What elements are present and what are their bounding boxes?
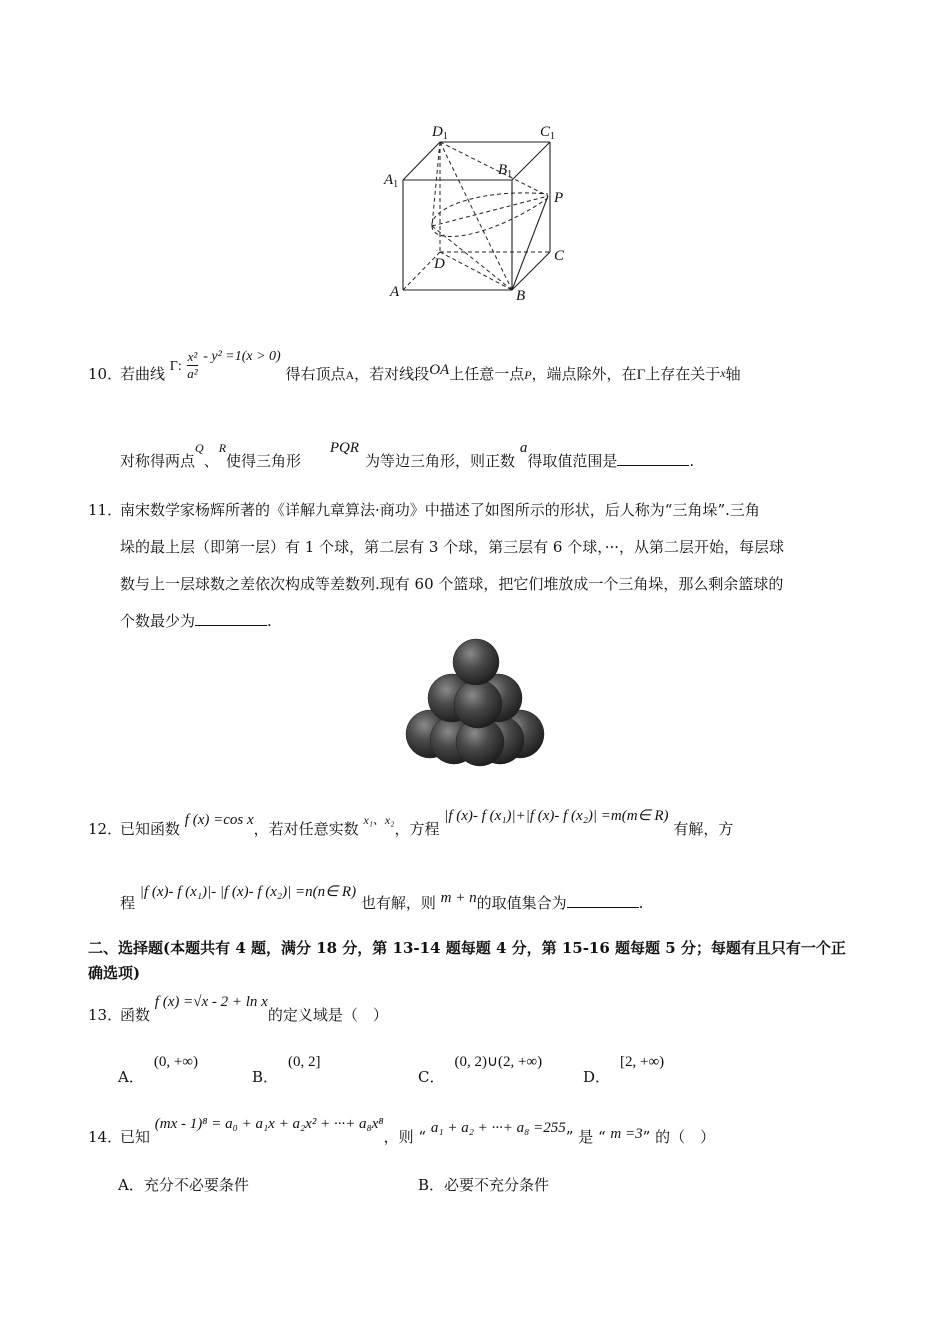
label-D: D (434, 256, 445, 272)
q14-number: 14． (88, 1128, 123, 1146)
q10-line2: 对称得两点$_Q$、$_R$使得三角形 PQR为等边三角形，则正数 a得取值范围是 . (120, 440, 695, 470)
q13-option-b[interactable]: B．(0, 2] (252, 1054, 321, 1086)
q13-stem: 函数 f (x) =√x - 2 + ln x的定义域是（ ） (120, 994, 388, 1024)
q14-expansion: (mx - 1)⁸ = a₀ + a₁x + a₂x² + ···+ a₈x⁸ (154, 1116, 384, 1132)
q13-option-c[interactable]: C．(0, 2)∪(2, +∞) (418, 1054, 543, 1086)
label-B: B (516, 288, 526, 304)
q11-line4: 个数最少为 . (120, 612, 272, 630)
q12-fx: f (x) =cos x (184, 812, 254, 828)
q12-number: 12． (88, 820, 123, 838)
q13-number: 13． (88, 1006, 123, 1024)
q11-line3: 数与上一层球数之差依次构成等差数列.现有 60 个篮球，把它们堆放成一个三角垛，那么剩余篮球的 (120, 575, 784, 593)
label-A1: $A_1$ (384, 172, 399, 190)
q12-equation2: |f (x)- f (x₁)|- |f (x)- f (x₂)| =n(n∈ R) (139, 884, 357, 900)
q12-line2: 程 |f (x)- f (x₁)|- |f (x)- f (x₂)| =n(n∈ R) 也有解，则 m + n的取值集合为 . (120, 884, 644, 912)
q13-option-a[interactable]: A．(0, +∞) (118, 1054, 198, 1086)
q12-answer-blank[interactable] (567, 893, 639, 908)
label-C: C (554, 248, 565, 264)
label-B1: $B_1$ (498, 162, 513, 180)
cube-figure (370, 118, 580, 308)
q11-answer-blank[interactable] (195, 611, 267, 626)
q12-equation1: |f (x)- f (x₁)|+|f (x)- f (x₂)| =m(m∈ R) (444, 808, 669, 824)
q10-line1: 若曲线 Γ: $\frac{\text{x²}}{\text{a²}}$ - y² =1(x > 0) 得右顶点$_A$，若对线段OA上任意一点$_P$，端点除外，在Γ上存在关于$_x$轴 (120, 349, 741, 383)
q12-line1: 已知函数 f (x) =cos x，若对任意实数 $_{x_1、x_2}$，方程 |f (x)- f (x₁)|+|f (x)- f (x₂)| =m(m∈ R) 有解，方 (120, 808, 734, 838)
ball-pyramid-figure (400, 636, 550, 771)
q10-curve-equation: Γ: $\frac{\text{x²}}{\text{a²}}$ - y² =1(x > 0) (169, 349, 281, 381)
q10-number: 10． (88, 365, 123, 383)
q11-line2: 垛的最上层（即第一层）有 1 个球，第二层有 3 个球，第三层有 6 个球，···，从第二层开始，每层球 (120, 538, 785, 556)
q14-option-a[interactable]: A．充分不必要条件 (118, 1176, 249, 1194)
section2-heading-line2: 确选项) (88, 964, 141, 982)
section2-heading-line1: 二、选择题(本题共有 4 题，满分 18 分，第 13-14 题每题 4 分，第 15-16 题每题 5 分；每题有且只有一个正 (88, 939, 846, 957)
label-A: A (390, 284, 400, 300)
q10-answer-blank[interactable] (617, 451, 689, 466)
q14-option-b[interactable]: B．必要不充分条件 (418, 1176, 550, 1194)
q11-number: 11． (88, 501, 123, 519)
label-D1: $D_1$ (432, 124, 448, 142)
q13-function: f (x) =√x - 2 + ln x (154, 994, 268, 1010)
label-C1: $C_1$ (540, 124, 556, 142)
q14-stem: 已知 (mx - 1)⁸ = a₀ + a₁x + a₂x² + ···+ a₈x⁸，则 “ a₁ + a₂ + ···+ a₈ =255” 是 “ m =3” 的（ ） (120, 1116, 716, 1146)
label-P: P (554, 190, 564, 206)
q11-line1: 南宋数学家杨辉所著的《详解九章算法·商功》中描述了如图所示的形状，后人称为“三角垛”.三角 (120, 501, 760, 519)
q13-option-d[interactable]: D．[2, +∞) (583, 1054, 665, 1086)
